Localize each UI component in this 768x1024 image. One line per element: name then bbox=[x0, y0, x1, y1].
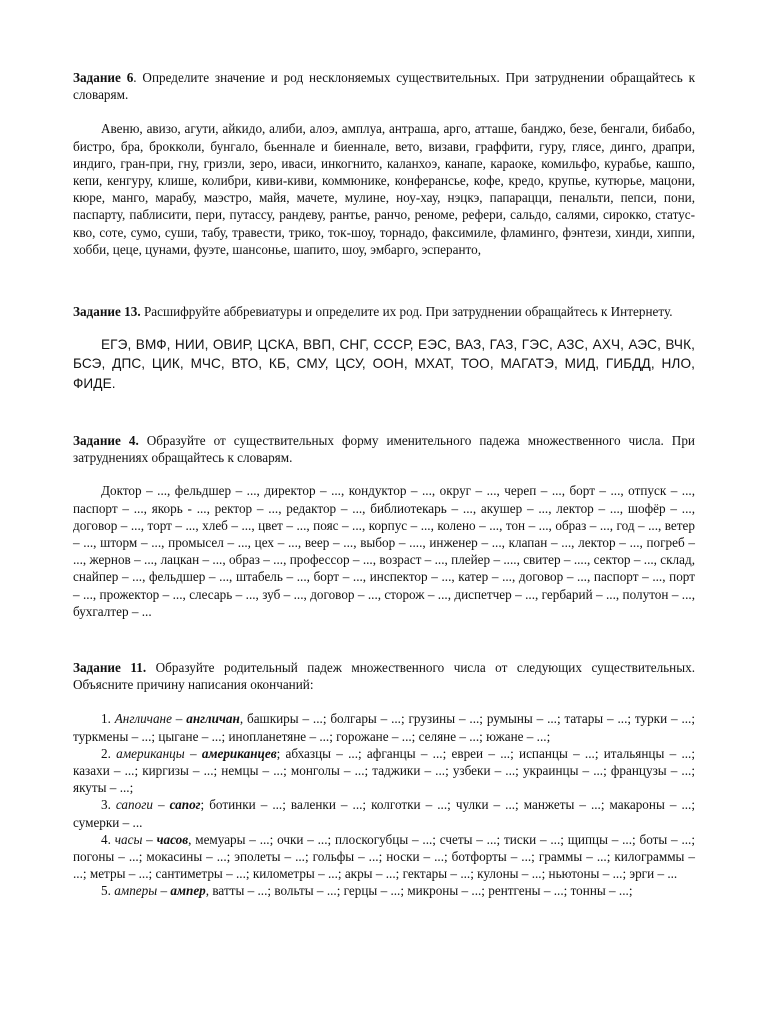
task-11-item-1 bbox=[73, 710, 695, 744]
task-4-section bbox=[73, 432, 695, 620]
task-4-heading bbox=[73, 432, 695, 466]
task-11-heading bbox=[73, 659, 695, 693]
example-dash: – bbox=[142, 831, 157, 847]
task-6-title: . Определите значение и род несклоняемых существительных. При затруднении обращайтесь к словарям. bbox=[73, 70, 695, 103]
item-number: 1. bbox=[101, 711, 115, 727]
example-dash: – bbox=[171, 711, 187, 727]
item-words: , мемуары – ...; очки – ...; плоскогубцы – ...; счеты – ...; тиски – ...; щипцы – ...; боты – ...; погоны – ...; мокасины – ...; эполеты – ...; гольфы – ...; носки – ...; ботфорты – ...; граммы – ...; килограммы – ...; метры – ...; сантиметры – ...; километры – ...; акры – ...; гектары – ...; кулоны – ...; ньютоны – ...; эрги – ... bbox=[73, 831, 696, 882]
example-answer: американцев bbox=[201, 745, 277, 761]
task-11-title: Образуйте родительный падеж множественного числа от следующих существительных. Объясните причину написания окончаний: bbox=[73, 660, 695, 693]
item-words: ; ботинки – ...; валенки – ...; колготки – ...; чулки – ...; манжеты – ...; макароны – ...; сумерки – ... bbox=[73, 797, 696, 830]
example-dash: – bbox=[157, 883, 171, 899]
example-answer: сапог bbox=[169, 797, 201, 813]
example-word: Англичане bbox=[114, 711, 172, 727]
task-11-label: Задание 11. bbox=[73, 660, 147, 675]
task-11-item-2 bbox=[73, 745, 695, 797]
example-word: амперы bbox=[114, 883, 158, 899]
item-number: 2. bbox=[101, 745, 117, 761]
example-word: сапоги bbox=[115, 797, 153, 813]
task-13-body: ЕГЭ, ВМФ, НИИ, ОВИР, ЦСКА, ВВП, СНГ, СССР, ЕЭС, ВАЗ, ГАЗ, ГЭС, АЗС, АХЧ, АЭС, ВЧК, БСЭ, ДПС, ЦИК, МЧС, ВТО, КБ, СМУ, ЦСУ, ООН, МХАТ, ТОО, МАГАТЭ, МИД, ГИБДД, НЛО, ФИДЕ. bbox=[73, 337, 695, 391]
example-answer: ампер bbox=[170, 883, 206, 899]
item-words: ; абхазцы – ...; афганцы – ...; евреи – ...; испанцы – ...; итальянцы – ...; казахи – ...; киргизы – ...; немцы – ...; монголы – ...; таджики – ...; узбеки – ...; украинцы – ...; французы – ...; якуты – ...; bbox=[73, 745, 696, 796]
item-words: , ватты – ...; вольты – ...; герцы – ...; микроны – ...; рентгены – ...; тонны – ...; bbox=[205, 883, 633, 899]
task-13-label: Задание 13. bbox=[73, 304, 141, 319]
item-number: 3. bbox=[101, 797, 116, 813]
task-6-section bbox=[73, 69, 695, 258]
task-11-item-5 bbox=[73, 882, 695, 899]
example-answer: часов bbox=[156, 831, 189, 847]
task-11-item-4 bbox=[73, 831, 695, 883]
example-dash: – bbox=[184, 745, 202, 761]
task-6-heading bbox=[73, 69, 695, 103]
task-4-body: Доктор – ..., фельдшер – ..., директор – ..., кондуктор – ..., округ – ..., череп – ..., борт – ..., отпуск – ..., паспорт – ..., якорь - ..., ректор – ..., редактор – ..., библиотекарь – ..., акушер – ..., лектор – ..., шофёр – ..., договор – ..., торт – ..., хлеб – ..., цвет – ..., пояс – ..., корпус – ..., колено – ..., тон – ..., образ – ..., год – ..., ветер – ..., шторм – ..., промысел – ..., цех – ..., веер – ..., выбор – ...., инженер – ..., клапан – ..., лектор – ..., погреб – ..., жернов – ..., лацкан – ..., образ – ..., профессор – ..., возраст – ..., плейер – ...., свитер – ...., сектор – ..., склад, снайпер – ..., фельдшер – ..., штабель – ..., борт – ..., инспектор – ..., катер – ..., договор – ..., паспорт – ..., порт – ..., прожектор – ..., слесарь – ..., зуб – ..., договор – ..., сторож – ..., диспетчер – ..., гербарий – ..., полутон – ..., бухгалтер – ... bbox=[73, 483, 695, 619]
example-word: американцы bbox=[116, 745, 185, 761]
example-word: часы bbox=[114, 831, 143, 847]
task-13-title: Расшифруйте аббревиатуры и определите их род. При затруднении обращайтесь к Интернету. bbox=[140, 304, 673, 319]
task-13-heading bbox=[73, 303, 695, 320]
task-6-body: Авеню, авизо, агути, айкидо, алиби, алоэ, амплуа, антраша, арго, атташе, банджо, безе, бенгали, бибабо, бистро, бра, брокколи, бунгало, бьеннале и биеннале, вето, визави, граффити, гуру, глясе, динго, драпри, индиго, гран-при, гну, гризли, зеро, иваси, инкогнито, каланхоэ, канапе, караоке, комильфо, курабье, кашпо, кепи, кенгуру, клише, колибри, киви-киви, коммюнике, конферансье, кофе, кредо, крупье, кутюрье, мацони, кюре, манго, марабу, маэстро, майя, мачете, мулине, ноу-хау, нэцкэ, папарацци, пенальти, пепси, пони, паспарту, паблисити, пери, путассу, рандеву, рантье, ранчо, реноме, рефери, сальдо, салями, сирокко, статус-кво, соте, сумо, суши, табу, травести, трико, ток-шоу, торнадо, факсимиле, фламинго, фэнтези, хинди, хиппи, хобби, цеце, цунами, фуэте, шансонье, шапито, шоу, эмбарго, эсперанто, bbox=[73, 121, 695, 257]
task-4-label: Задание 4. bbox=[73, 433, 139, 448]
item-number: 4. bbox=[101, 831, 115, 847]
task-13-section bbox=[73, 303, 695, 393]
task-11-item-3 bbox=[73, 796, 695, 830]
task-6-label: Задание 6 bbox=[73, 70, 134, 85]
item-words: , башкиры – ...; болгары – ...; грузины – ...; румыны – ...; татары – ...; турки – ...; туркмены – ...; цыгане – ...; инопланетяне – ...; горожане – ...; селяне – ...; южане – ...; bbox=[73, 711, 695, 744]
example-answer: англичан bbox=[186, 711, 240, 727]
task-4-title: Образуйте от существительных форму именительного падежа множественного числа. При затруднениях обращайтесь к словарям. bbox=[73, 433, 695, 466]
task-11-section bbox=[73, 659, 695, 900]
item-number: 5. bbox=[101, 883, 115, 899]
example-dash: – bbox=[152, 797, 170, 813]
